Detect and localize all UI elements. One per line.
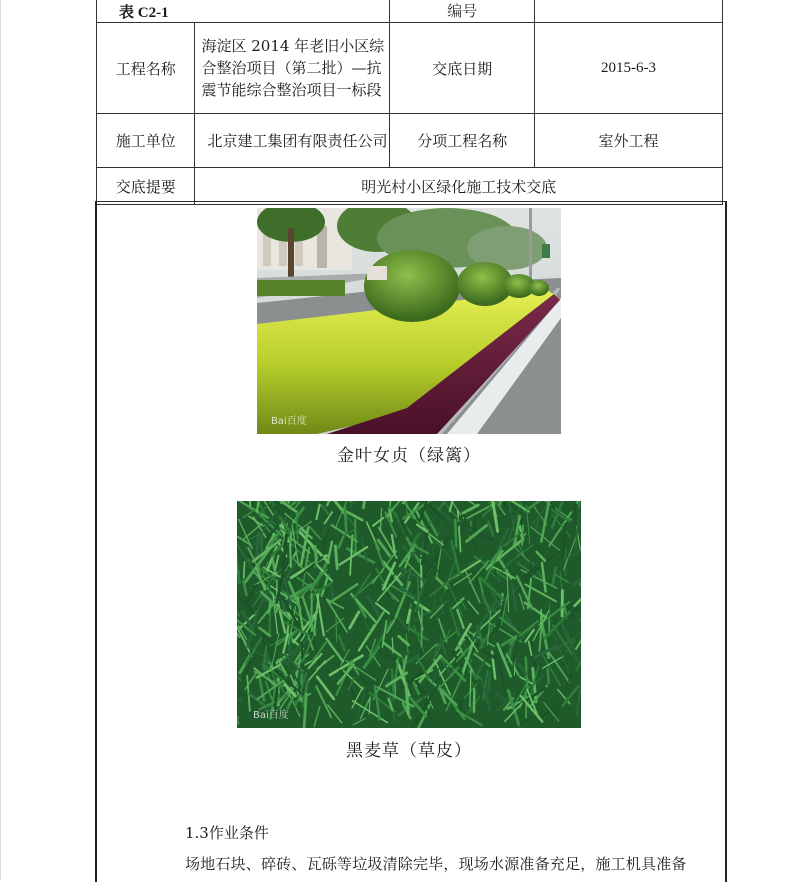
project-name-value: 海淀区 2014 年老旧小区综合整治项目（第二批）—抗震节能综合整治项目一标段	[195, 23, 390, 114]
section-body-text: 场地石块、碎砖、瓦砾等垃圾清除完毕，现场水源准备充足，施工机具准备	[185, 853, 687, 874]
construction-unit-value: 北京建工集团有限责任公司	[195, 114, 390, 168]
grass-photo	[237, 501, 581, 728]
form-number: 表 C2-1	[97, 0, 390, 23]
hedge-caption: 金叶女贞（绿篱）	[257, 441, 561, 466]
grass-caption: 黑麦草（草皮）	[237, 736, 581, 761]
disclosure-date-label: 交底日期	[390, 23, 535, 114]
header-row-form	[97, 0, 723, 23]
header-table	[96, 0, 723, 205]
header-row-unit	[97, 114, 723, 168]
subproject-label: 分项工程名称	[390, 114, 535, 168]
subproject-value: 室外工程	[535, 114, 723, 168]
page-edge	[0, 0, 1, 880]
header-row-summary	[97, 168, 723, 205]
header-row-project	[97, 23, 723, 114]
summary-label: 交底提要	[97, 168, 195, 205]
construction-unit-label: 施工单位	[97, 114, 195, 168]
disclosure-date-value: 2015-6-3	[535, 23, 723, 114]
photo-watermark-2: Bai百度	[253, 706, 289, 721]
section-heading: 1.3作业条件	[185, 822, 269, 843]
code-value	[535, 0, 723, 23]
project-name-label: 工程名称	[97, 23, 195, 114]
photo-watermark: Bai百度	[271, 412, 307, 427]
code-label: 编号	[390, 0, 535, 23]
hedge-photo	[257, 208, 561, 434]
summary-value: 明光村小区绿化施工技术交底	[195, 168, 723, 205]
